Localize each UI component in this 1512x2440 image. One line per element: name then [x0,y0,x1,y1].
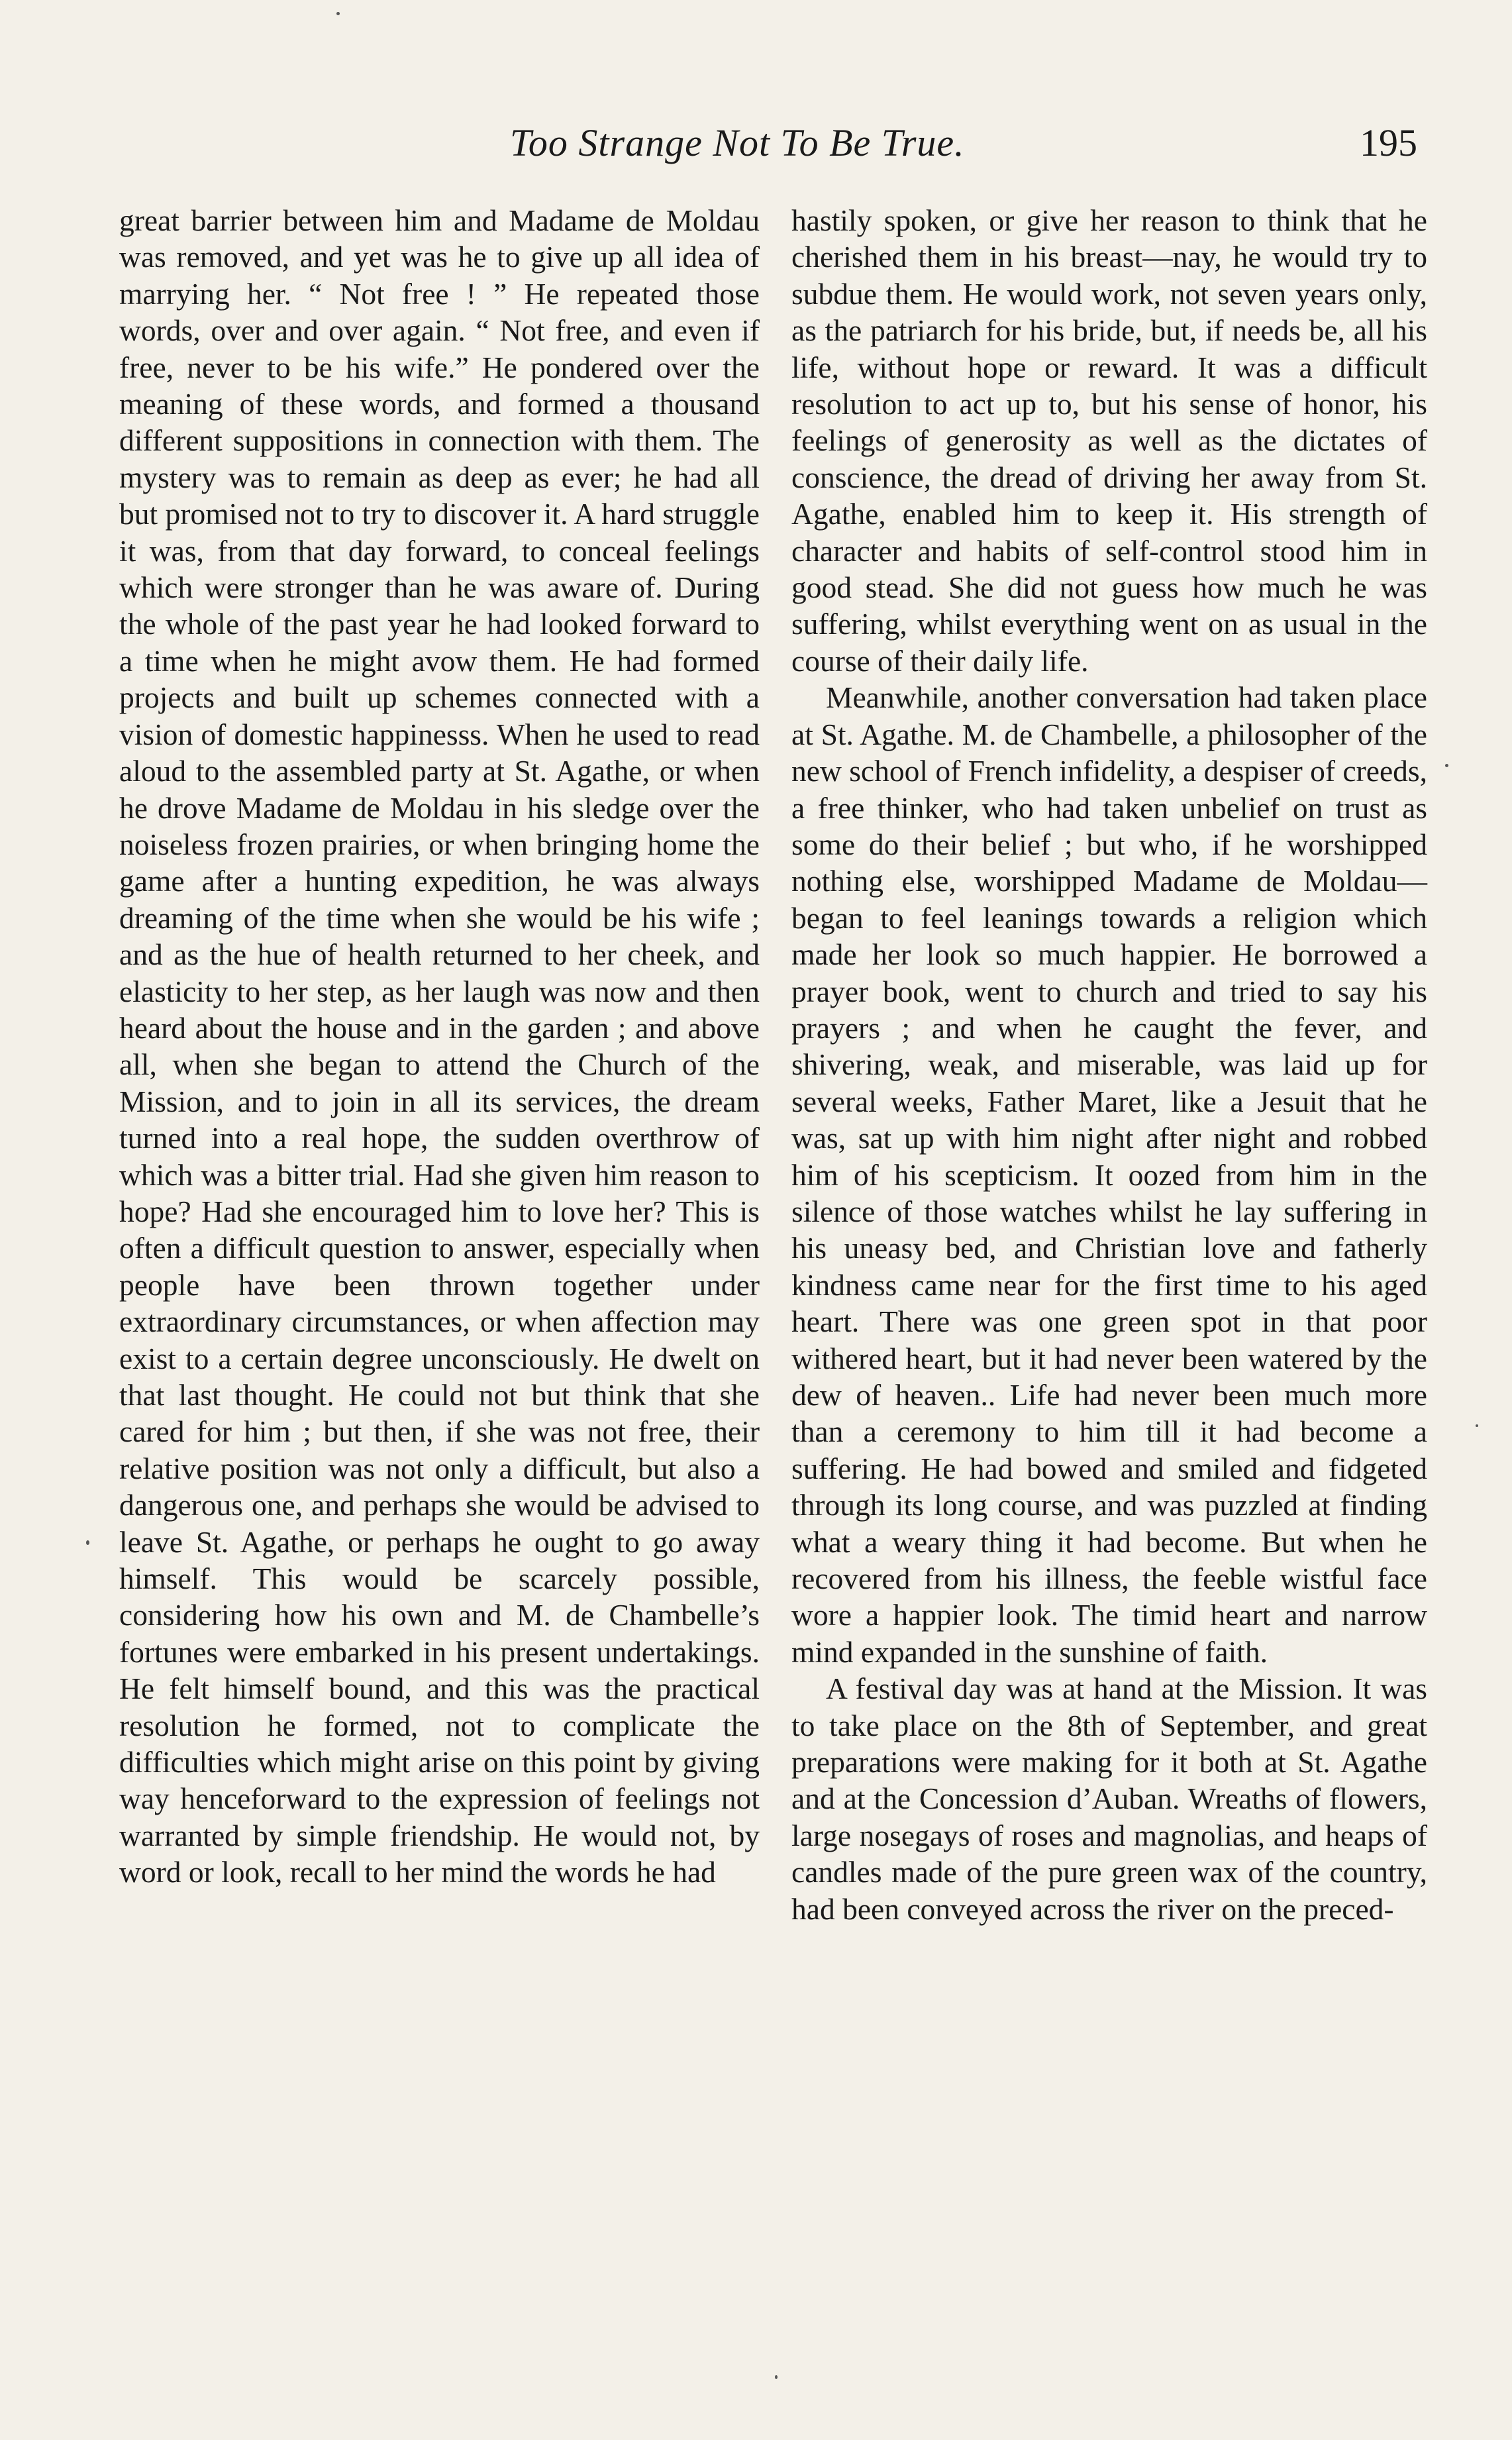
print-speck [86,1540,89,1545]
running-title: Too Strange Not To Be True. [510,121,965,164]
print-speck [775,2375,778,2379]
page-header [119,121,1417,180]
print-speck [1476,1424,1478,1427]
right-column [791,202,1427,1927]
paragraph: Meanwhile, another conversation had taken place at St. Agathe. M. de Chambelle, a philosopher of the new school of French infidelity, a despiser of creeds, a free thinker, who had taken unbelief on trust as some do their belief ; but who, if he worshipped nothing else, worshipped Madame de Moldau—began to feel leanings towards a religion which made her look so much happier. He borrowed a prayer book, went to church and tried to say his prayers ; and when he caught the fever, and shivering, weak, and miserable, was laid up for several weeks, Father Maret, like a Jesuit that he was, sat up with him night after night and robbed him of his scepticism. It oozed from him in the silence of those watches whilst he lay suffering in his uneasy bed, and Christian love and fatherly kindness came near for the first time to his aged heart. There was one green spot in that poor withered heart, but it had never been watered by the dew of heaven.. Life had never been much more than a ceremony to him till it had become a suffering. He had bowed and smiled and fidgeted through its long course, and was puzzled at finding what a weary thing it had become. But when he recovered from his illness, the feeble wistful face wore a happier look. The timid heart and narrow mind expanded in the sunshine of faith. [791,680,1427,1669]
left-column [119,202,760,1891]
print-speck [336,12,340,15]
paragraph: hastily spoken, or give her reason to think that he cherished them in his breast—nay, he would try to subdue them. He would work, not seven years only, as the patriarch for his bride, but, if needs be, all his life, without hope or reward. It was a difficult resolution to act up to, but his sense of honor, his feelings of generosity as well as the dictates of conscience, the dread of driving her away from St. Agathe, enabled him to keep it. His strength of character and habits of self-control stood him in good stead. She did not guess how much he was suffering, whilst everything went on as usual in the course of their daily life. [791,203,1427,678]
paragraph: great barrier between him and Madame de Moldau was removed, and yet was he to give up all idea of marrying her. “ Not free ! ” He repeated those words, over and over again. “ Not free, and even if free, never to be his wife.” He pondered over the meaning of these words, and formed a thousand different suppositions in connection with them. The mystery was to remain as deep as ever; he had all but promised not to try to discover it. A hard struggle it was, from that day forward, to conceal feelings which were stronger than he was aware of. During the whole of the past year he had looked forward to a time when he might avow them. He had formed projects and built up schemes connected with a vision of domestic happinesss. When he used to read aloud to the assembled party at St. Agathe, or when he drove Madame de Moldau in his sledge over the noiseless frozen prairies, or when bringing home the game after a hunting expedition, he was always dreaming of the time when she would be his wife ; and as the hue of health returned to her cheek, and elasticity to her step, as her laugh was now and then heard about the house and in the garden ; and above all, when she began to attend the Church of the Mission, and to join in all its services, the dream turned into a real hope, the sudden overthrow of which was a bitter trial. Had she given him reason to hope? Had she encouraged him to love her? This is often a difficult question to answer, especially when people have been thrown together under extraordinary circumstances, or when affection may exist to a certain degree unconsciously. He dwelt on that last thought. He could not but think that she cared for him ; but then, if she was not free, their relative position was not only a difficult, but also a dangerous one, and perhaps she would be advised to leave St. Agathe, or perhaps he ought to go away himself. This would be scarcely possible, considering how his own and M. de Chambelle’s fortunes were embarked in his present undertakings. He felt himself bound, and this was the practical resolution he formed, not to complicate the difficulties which might arise on this point by giving way henceforward to the expression of feelings not warranted by simple friendship. He would not, by word or look, recall to her mind the words he had [119,203,760,1889]
print-speck [1445,764,1448,767]
paragraph: A festival day was at hand at the Mission. It was to take place on the 8th of September, and great preparations were making for it both at St. Agathe and at the Concession d’Auban. Wreaths of flowers, large nosegays of roses and magnolias, and heaps of candles made of the pure green wax of the country, had been conveyed across the river on the preced- [791,1671,1427,1926]
page-number: 195 [1360,121,1417,164]
